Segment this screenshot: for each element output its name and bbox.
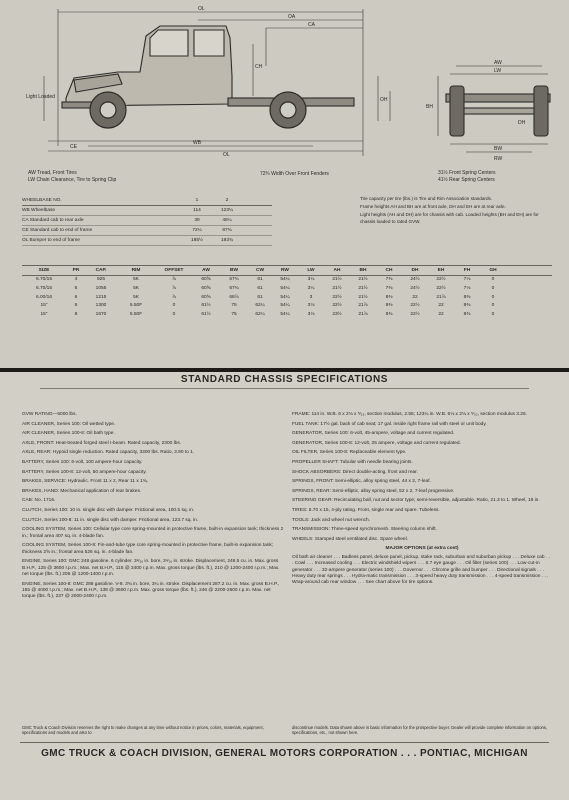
table-cell: 1 (195, 198, 199, 203)
table-cell: 54¼ (280, 294, 290, 300)
table-cell: AW (202, 267, 210, 273)
table-cell: 62¼ (255, 303, 265, 309)
table-cell: ⅞ (171, 294, 176, 300)
table-cell: CA Standard cab to rear axle (22, 218, 84, 223)
table-cell: 185½ (190, 238, 203, 243)
table-cell: RIM (131, 267, 141, 273)
table-cell: 21½ (358, 285, 368, 291)
table-cell: CH (385, 267, 393, 273)
spec-item: BATTERY, Series 100-8: 12-volt, 50 ampere-hour capacity. (22, 469, 147, 475)
truck-dimension-diagram (18, 6, 554, 166)
table-cell: EH (437, 267, 445, 273)
table-cell: 5K (133, 285, 139, 291)
table-cell: 67¾ (229, 277, 239, 283)
table-cell: 5.50F (129, 303, 143, 309)
table-cell: 8⅜ (385, 294, 393, 300)
spec-item: BATTERY, Series 100: 6-volt, 100 ampere-hour capacity. (22, 459, 143, 465)
table-cell: FH (463, 267, 471, 273)
table-cell: 39 (194, 218, 200, 223)
dimensions-section (0, 0, 569, 368)
spec-item: AIR CLEANER, Series 100: Oil wetted type. (22, 421, 116, 427)
major-options-text: Oil bath air cleaner . . . Badless panel, deluxe panel, pickup, stake rack, suburban and suburban pickup . . . Deluxe cab . . . Cowl . . . Increased cooling . . . Electric windshield wipers . . . 6.7 eye gauge . . . Oil filter (series 100) . . . Low-cut-in generator . . . 32-ampere generator (series 100) . . . Governor . . . Chrome grille and bumper . . . Directional signals . . . Heavy duty rear springs . . . Hydra-matic transmission . . . 3-speed heavy duty transmission . . . 4-speed transmission . . . Wrap-around cab rear window . . . See chart above for tire options. (292, 554, 550, 586)
spec-item: WHEELS: Stamped steel ventilated disc. Spare wheel. (292, 536, 408, 542)
table-row (22, 206, 272, 216)
spec-item: AXLE, FRONT: Heat-treated forged steel I-beam. Rated capacity, 2300 lbs. (22, 440, 182, 446)
note-lw: LW Chain Clearance, Tire to Spring Clip (28, 177, 117, 183)
capnote-3: Light heights (AH and DH) are for chassis with cab. Loaded heights (BH and EH) are for chassis loaded to rated GVW. (360, 212, 539, 224)
table-cell: 23½ (332, 311, 342, 317)
fine-print-right: discontinue models. Data shown above is basic information for the prospective buyer. Dealer will provide complete information on options, specifications, etc., not shown here. (292, 725, 548, 736)
table-cell: 72¼ (192, 228, 202, 233)
major-options-title: MAJOR OPTIONS (at extra cost) (385, 546, 459, 552)
table-cell: 22½ (436, 285, 446, 291)
table-cell: 60⅝ (201, 294, 211, 300)
table-cell: 1055 (95, 285, 107, 291)
table-row (22, 276, 552, 285)
table-cell: 8⅜ (463, 294, 471, 300)
dim-dh: DH (518, 120, 526, 126)
dim-bw: BW (494, 146, 503, 152)
table-cell: 67¾ (229, 285, 239, 291)
dim-light-loaded: Light Loaded (26, 94, 55, 100)
table-cell: 22 (412, 294, 418, 300)
table-cell: CE Standard cab to end of frame (22, 228, 93, 233)
dim-ch: CH (255, 64, 263, 70)
table-cell: 0 (172, 311, 176, 317)
table-cell: 22½ (436, 277, 446, 283)
table-cell: 1670 (95, 311, 107, 317)
table-cell: 0 (491, 277, 495, 283)
spec-item: SPRINGS, REAR: Semi-elliptic, alloy spring steel, 52 x 2, 7-leaf progressive. (292, 488, 455, 494)
table-row (22, 301, 552, 310)
table-cell: PR (72, 267, 80, 273)
spec-item: OIL FILTER, Series 100-8: Replaceable element type. (292, 450, 407, 456)
table-cell: 123¼ (220, 208, 233, 213)
table-cell: 3⅛ (307, 311, 315, 317)
footer-division-name: GMC TRUCK & COACH DIVISION, GENERAL MOTORS CORPORATION . . . PONTIAC, MICHIGAN (41, 748, 528, 759)
spec-item: GENERATOR, Series 100: 6-volt, 45-ampere, voltage and current regulated. (292, 431, 455, 437)
spec-item: AIR CLEANER, Series 100-8: Oil bath type. (22, 431, 115, 437)
spec-item: TRANSMISSION: Three-speed synchromesh. Steering column shift. (292, 527, 437, 533)
dim-bh: BH (426, 104, 433, 110)
table-cell: 24½ (410, 285, 420, 291)
table-cell: 0 (172, 303, 176, 309)
table-cell: 54¼ (280, 303, 290, 309)
table-cell: 54¼ (280, 285, 290, 291)
table-cell: SIZE (38, 267, 50, 273)
table-cell: 8 (74, 311, 78, 317)
dim-ca: CA (308, 22, 315, 28)
dim-wb: WB (193, 140, 202, 146)
table-cell: 6.70/15 (35, 285, 52, 291)
table-cell: 0 (491, 285, 495, 291)
fine-print-left: GMC Truck & Coach Division reserves the right to make changes at any time without notice in prices, colors, materials, equipment, specifications and models and also to (22, 725, 264, 736)
table-cell: WB Wheelbase (22, 208, 56, 213)
note-rear-spring: 41½ Rear Spring Centers (438, 177, 495, 183)
dim-aw: AW (494, 60, 502, 66)
table-cell: 7⅛ (463, 285, 471, 291)
table-cell: 61½ (201, 311, 211, 317)
table-cell: 15" (40, 311, 48, 317)
table-cell: 21⅞ (358, 303, 368, 309)
spec-item: CAB: No. 1716. (22, 498, 56, 504)
spec-item: FRAME: 114 in. W.B. 6 x 2⅛ x ⁵⁄₃₂, section modulus, 2.55; 123¼ in. W.B. 6⅛ x 2⅛ x ⁵⁄₃₂, section modulus 3.26. (292, 412, 527, 417)
table-row (22, 293, 552, 302)
capnote-2: Frame heights AH and BH are at front axle, DH and EH are at rear axle. (360, 204, 506, 210)
table-cell: 75 (231, 311, 237, 317)
dim-oa: OA (288, 14, 296, 20)
table-cell: 0 (491, 294, 495, 300)
spec-item: COOLING SYSTEM, Series 100-8: Fin-and-tube type core spring-mounted in protective frame, built-in expansion tank; thickness 2⅝ in.; frontal area 526 sq. in. 4-blade fan. (22, 543, 274, 555)
table-cell: 48¼ (222, 218, 232, 223)
spec-item: SHOCK ABSORBERS: Direct double-acting, front and rear. (292, 469, 418, 475)
table-row (22, 216, 272, 226)
spec-item: GENERATOR, Series 100-8: 12-volt, 25 ampere, voltage and current regulated. (292, 440, 461, 446)
spec-item: TIRES: 6.70 x 15, 4-ply rating. Front, single rear and spare. Tubeless. (292, 507, 440, 513)
table-cell: 8⅜ (463, 303, 471, 309)
table-cell: 6 (74, 294, 78, 300)
dim-ol: OL (223, 152, 230, 158)
table-cell: 6.70/15 (35, 277, 52, 283)
table-cell: 3⅛ (307, 303, 315, 309)
table-cell: 3¼ (307, 285, 315, 291)
rear-wheel (270, 92, 306, 128)
table-cell: 61½ (201, 303, 211, 309)
table-cell: 8⅜ (385, 311, 393, 317)
table-cell: ⅞ (171, 285, 176, 291)
table-cell: 7⅜ (385, 277, 393, 283)
table-cell: 8⅜ (463, 311, 471, 317)
table-cell: OL Bumper to end of frame (22, 238, 80, 243)
spec-item: TOOLS: Jack and wheel nut wrench. (292, 517, 371, 523)
tire-table-header (22, 265, 552, 276)
table-cell: 22½ (332, 294, 342, 300)
spec-item: ENGINE, Series 100: GMC 248 gasoline. 6 cylinder. 3⁹⁄₁₆ in. bore, 3⁹⁄₁₆ in. stroke. Displacement, 248.5 cu. in. Max. gross B.H.P., 125 @ 3600 r.p.m.; Max. net B.H.P., 115 @ 3400 r.p.m. Max. gross torque (lbs. ft.), 210 @ 1200-2400 r.p.m.; Max. net torque (lbs. ft.) 206 @ 1200-1400 r.p.m. (22, 559, 280, 577)
table-cell: 6.00/16 (35, 294, 52, 300)
table-cell: 925 (96, 277, 105, 283)
table-cell: WHEELBASE NO. (22, 198, 62, 203)
table-cell: 75 (231, 303, 237, 309)
table-cell: LW (307, 267, 315, 273)
table-cell: BW (230, 267, 238, 273)
capnote-1: Tire capacity per tire (lbs.) is Tire and Rim Association standards. (360, 196, 493, 201)
spec-item: BRAKES, HAND: Mechanical application of rear brakes. (22, 488, 142, 494)
table-row (22, 310, 552, 319)
table-cell: 68⅞ (229, 294, 239, 300)
table-cell: 21½ (358, 277, 368, 283)
spec-item: BRAKES, SERVICE: Hydraulic. Front 11 x 2, Rear 11 x 1¾. (22, 479, 149, 485)
table-cell: 3 (309, 294, 313, 300)
table-cell: 4 (74, 277, 78, 283)
table-cell: 1300 (95, 303, 107, 309)
table-cell: 1215 (95, 294, 107, 300)
spec-item: CLUTCH, Series 100: 10 in. single disc with damper. Frictional area, 100.5 sq. in. (22, 507, 195, 513)
note-aw: AW Tread, Front Tires (28, 170, 77, 176)
table-cell: 15" (40, 303, 48, 309)
spec-item: ENGINE, Series 100-8: GMC 288 gasoline. V-8. 3¾ in. bore, 3¼ in. stroke. Displacement 287.2 cu. in. Max. gross B.H.P., 155 @ 4000 r.p.m.; Max. net B.H.P., 138 @ 3600 r.p.m. Max. gross torque (lbs. ft.), 246 @ 2200-2600 r.p.m. Max. net torque (lbs. ft.), 237 @ 2000-2400 r.p.m. (22, 581, 280, 600)
table-cell: 2 (225, 198, 229, 203)
table-cell: GH (489, 267, 497, 273)
table-cell: 61 (257, 285, 263, 291)
spec-left-column (22, 412, 284, 604)
table-row (22, 226, 272, 236)
table-cell: 22½ (410, 311, 420, 317)
table-cell: AH (333, 267, 341, 273)
dim-lw: LW (494, 68, 502, 74)
table-cell: RW (281, 267, 289, 273)
spec-item: GVW RATING—5000 lbs. (22, 412, 77, 417)
table-cell: 21½ (358, 294, 368, 300)
dim-rw: RW (494, 156, 503, 162)
table-cell: 87¾ (222, 228, 232, 233)
spec-item: PROPELLER SHAFT: Tubular with needle bearing joints. (292, 459, 413, 465)
spec-item: FUEL TANK: 17½ gal. back of cab seat; 17 gal. inside right frame rail with steel or unit body. (292, 421, 487, 427)
table-cell: 21½ (332, 285, 342, 291)
spec-item: COOLING SYSTEM, Series 100: Cellular type core spring-mounted in protective frame, built-in expansion tank; thickness 2 in.; frontal area 407 sq. in. 4-blade fan. (22, 527, 284, 539)
spec-item: SPRINGS, FRONT: Semi-elliptic, alloy spring steel, 44 x 2, 7-leaf. (292, 479, 431, 485)
table-cell: 5K (133, 294, 139, 300)
specifications-section (0, 372, 569, 800)
table-cell: 8⅜ (385, 303, 393, 309)
tire-table (22, 265, 552, 319)
table-cell: 22½ (410, 303, 420, 309)
spec-item: STEERING GEAR: Recirculating ball, nut and sector type; semi-reversible, adjustable. Ratio, 21.3 to 1. Wheel, 18 in. (292, 498, 540, 504)
table-cell: 54¼ (280, 311, 290, 317)
table-cell: 5K (133, 277, 139, 283)
table-cell: DH (411, 267, 419, 273)
table-cell: 21½ (332, 277, 342, 283)
table-cell: 62¼ (255, 311, 265, 317)
note-front-spring: 31½ Front Spring Centers (438, 170, 496, 176)
table-cell: 60⅝ (201, 277, 211, 283)
dim-ol-top: OL (198, 6, 205, 12)
table-cell: 0 (491, 303, 495, 309)
table-cell: 0 (491, 311, 495, 317)
table-cell: CAP. (95, 267, 107, 273)
table-cell: 61 (257, 277, 263, 283)
truck-end-view (438, 66, 550, 152)
table-cell: 3¼ (307, 277, 315, 283)
table-row (22, 284, 552, 293)
table-cell: 114 (193, 208, 201, 213)
table-cell: 7⅜ (385, 285, 393, 291)
table-cell: 21⅞ (436, 294, 446, 300)
table-cell: 6 (74, 285, 78, 291)
table-cell: 54¼ (280, 277, 290, 283)
table-cell: 6 (74, 303, 78, 309)
front-wheel (90, 92, 126, 128)
table-cell: 22 (438, 303, 444, 309)
table-cell: 21⅞ (358, 311, 368, 317)
table-cell: OFFSET (164, 267, 184, 273)
dim-ce: CE (70, 144, 77, 150)
table-cell: 7⅛ (463, 277, 471, 283)
table-row (22, 236, 272, 246)
table-cell: BH (359, 267, 367, 273)
table-cell: 22 (438, 311, 444, 317)
spec-item: AXLE, REAR: Hypoid single reduction. Rated capacity, 3300 lbs. Ratio, 3.90 to 1. (22, 450, 195, 456)
table-cell: 61 (257, 294, 263, 300)
table-cell: 60⅝ (201, 285, 211, 291)
spec-title: STANDARD CHASSIS SPECIFICATIONS (180, 374, 389, 385)
wheelbase-table (22, 196, 272, 246)
spec-right-column (292, 412, 552, 590)
capacity-notes (360, 196, 550, 227)
dim-oh: OH (380, 97, 388, 103)
table-cell: 22½ (332, 303, 342, 309)
table-cell: 193¾ (220, 238, 233, 243)
diagram-notes (28, 170, 548, 194)
note-fender-width: 72¾ Width Over Front Fenders (260, 171, 329, 177)
footer-rule (20, 742, 549, 743)
table-cell: 24½ (410, 277, 420, 283)
table-cell: ⅞ (171, 277, 176, 283)
table-cell: CW (256, 267, 264, 273)
spec-item: CLUTCH, Series 100-8: 11 in. single disc with damper. Frictional area, 123.7 sq. in. (22, 517, 199, 523)
wheelbase-header (22, 196, 272, 206)
table-cell: 5.50F (129, 311, 143, 317)
title-rule (40, 388, 529, 389)
